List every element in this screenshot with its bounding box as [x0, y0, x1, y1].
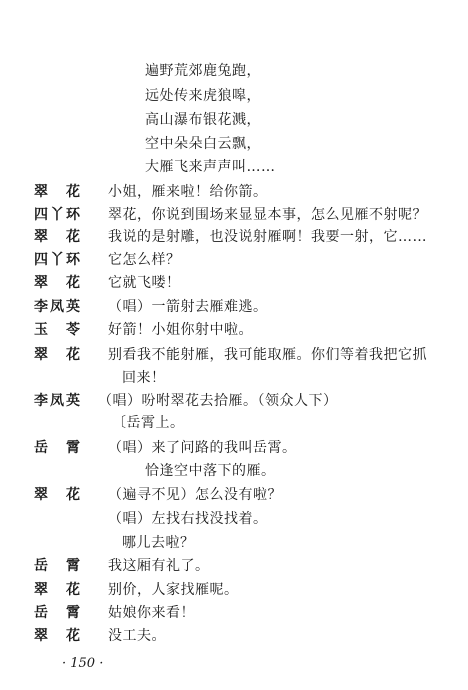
dialogue-text: （唱）一箭射去雁难逃。 [108, 299, 268, 315]
speaker-name: 翠 花 [34, 582, 82, 598]
dialogue-text: 没工夫。 [108, 628, 166, 644]
speaker-name: 岳 霄 [34, 440, 82, 456]
speaker-name: 翠 花 [34, 275, 82, 291]
dialogue-text: （唱）来了问路的我叫岳霄。 [108, 440, 297, 456]
speaker-name: 岳 霄 [34, 605, 82, 621]
speaker-name: 翠 花 [34, 628, 82, 644]
speaker-name: 李凤英 [34, 393, 82, 409]
dialogue-text: （唱）吩咐翠花去拾雁。（领众人下） [98, 393, 338, 409]
dialogue-text: 它怎么样？ [108, 252, 181, 268]
speaker-name: 翠 花 [34, 347, 82, 363]
dialogue-text: （遍寻不见）怎么没有啦？ [108, 487, 282, 503]
verse-line: 空中朵朵白云飘， [145, 136, 261, 152]
dialogue-continuation: （唱）左找右找没找着。 [108, 511, 268, 527]
dialogue-text: 别看我不能射雁，我可能取雁。你们等着我把它抓 [108, 347, 427, 363]
dialogue-text: 小姐，雁来啦！给你箭。 [108, 184, 268, 200]
speaker-name: 玉 苓 [34, 322, 82, 338]
speaker-name: 翠 花 [34, 184, 82, 200]
page-number: · 150 · [62, 656, 104, 671]
dialogue-text: 我这厢有礼了。 [108, 558, 210, 574]
dialogue-continuation: 回来！ [122, 370, 166, 386]
speaker-name: 翠 花 [34, 229, 82, 245]
dialogue-text: 别价，人家找雁呢。 [108, 582, 239, 598]
dialogue-continuation: 哪儿去啦？ [122, 535, 195, 551]
speaker-name: 四丫环 [34, 207, 82, 223]
stage-direction: 〔岳霄上。 [112, 415, 185, 431]
dialogue-text: 姑娘你来看！ [108, 605, 195, 621]
dialogue-text: 我说的是射雕，也没说射雁啊！我要一射，它…… [108, 229, 427, 245]
dialogue-text: 翠花，你说到围场来显显本事，怎么见雁不射呢？ [108, 207, 427, 223]
speaker-name: 岳 霄 [34, 558, 82, 574]
dialogue-text: 它就飞喽！ [108, 275, 181, 291]
dialogue-continuation: 恰逢空中落下的雁。 [145, 463, 276, 479]
speaker-name: 李凤英 [34, 299, 82, 315]
verse-line: 大雁飞来声声叫…… [145, 159, 276, 175]
verse-line: 远处传来虎狼嗥， [145, 88, 261, 104]
verse-line: 高山瀑布银花溅， [145, 112, 261, 128]
speaker-name: 四丫环 [34, 252, 82, 268]
speaker-name: 翠 花 [34, 487, 82, 503]
verse-line: 遍野荒郊鹿兔跑， [145, 63, 261, 79]
dialogue-text: 好箭！小姐你射中啦。 [108, 322, 253, 338]
